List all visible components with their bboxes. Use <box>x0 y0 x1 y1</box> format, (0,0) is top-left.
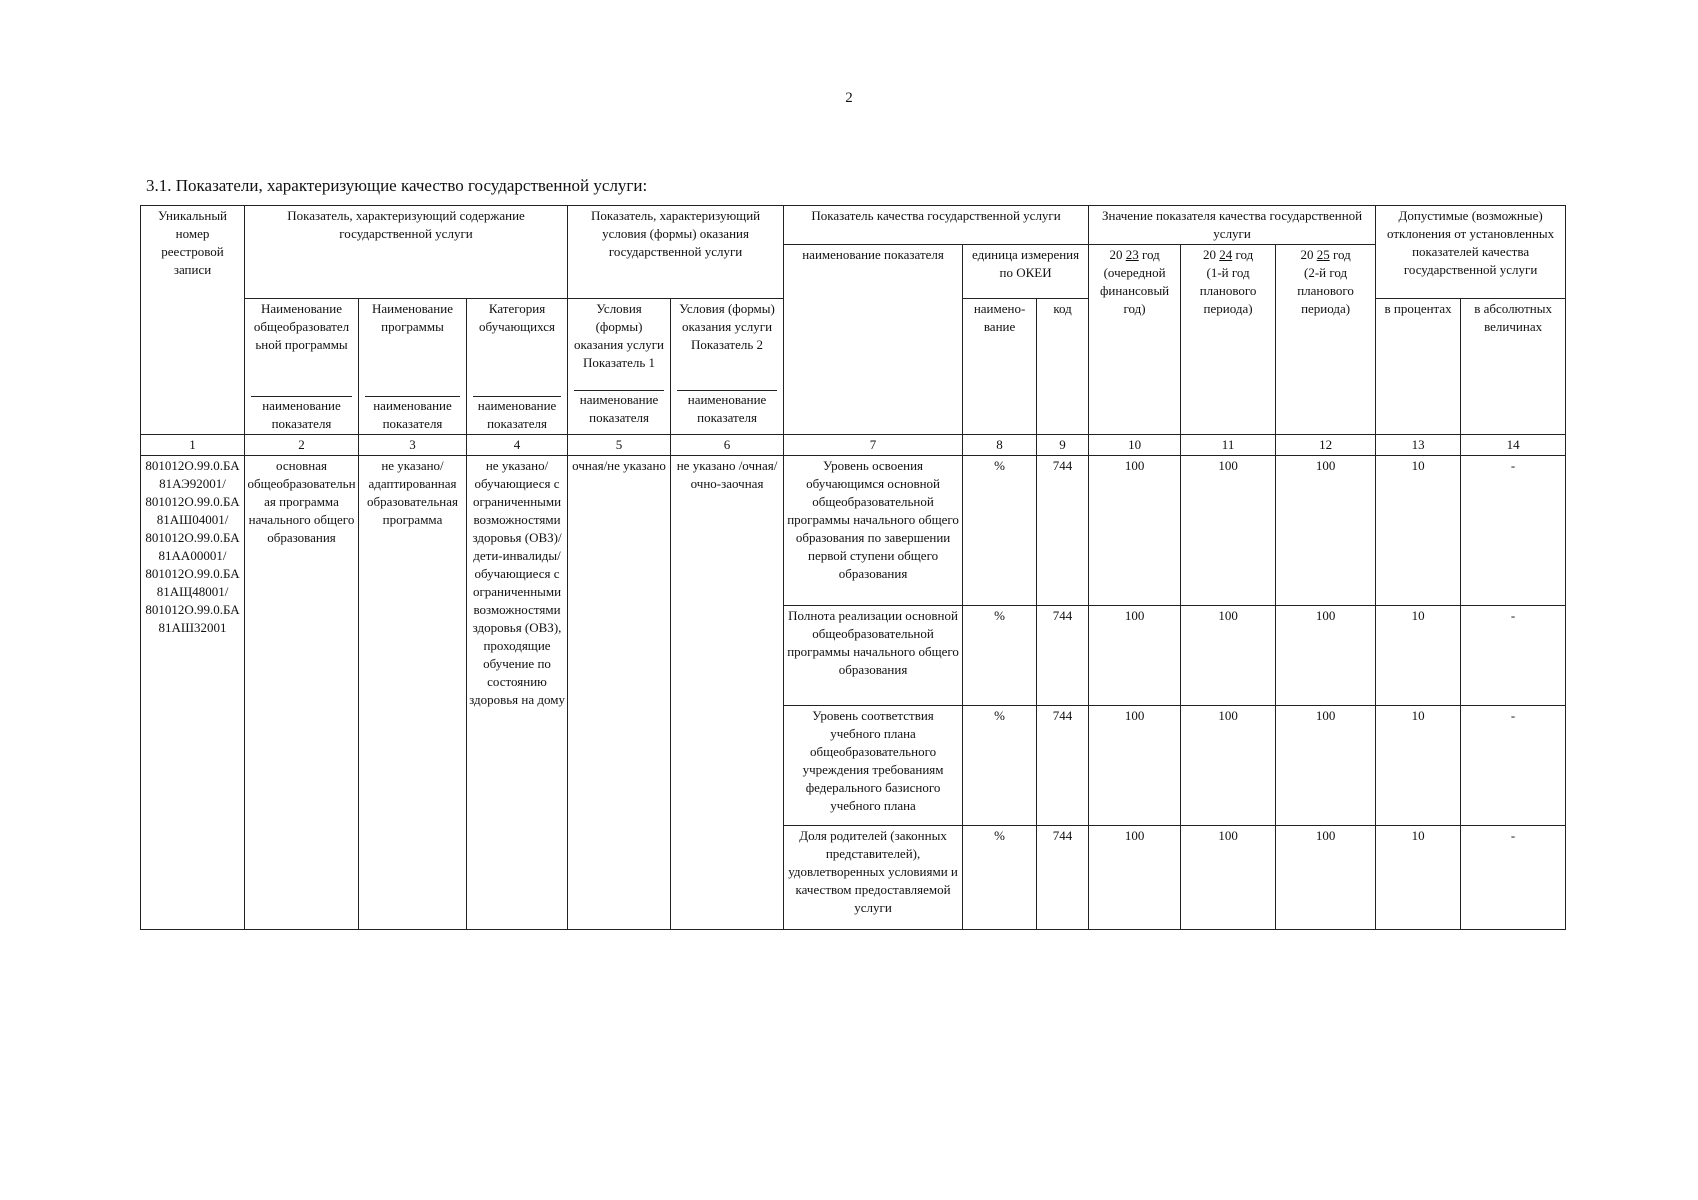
header-values-group: Значение показателя качества государственной услуги <box>1089 206 1376 245</box>
header-row-groups <box>141 206 1566 245</box>
indicator-year-2: 100 <box>1181 456 1276 606</box>
column-number: 9 <box>1037 435 1089 456</box>
indicator-year-2: 100 <box>1181 706 1276 826</box>
indicator-deviation-absolute: - <box>1461 706 1566 826</box>
header-year-3-value: 25 <box>1316 247 1330 262</box>
indicator-deviation-percent: 10 <box>1376 606 1461 706</box>
header-absolute: в абсолютных величинах <box>1461 299 1566 435</box>
column-number: 4 <box>467 435 568 456</box>
indicator-year-3: 100 <box>1276 606 1376 706</box>
header-quality-indicator-name: наименование показателя <box>784 245 963 435</box>
column-number: 12 <box>1276 435 1376 456</box>
header-category-indicator: наименование показателя <box>477 398 557 431</box>
indicator-code: 744 <box>1037 456 1089 606</box>
header-deviation-group: Допустимые (возможные) отклонения от установленных показателей качества государственной услуги <box>1376 206 1566 299</box>
header-condition-2: Условия (формы) оказания услуги Показатель 2 наименование показателя <box>671 299 784 435</box>
header-condition-1: Условия (формы) оказания услуги Показатель 1 наименование показателя <box>568 299 671 435</box>
header-quality-group: Показатель качества государственной услуги <box>784 206 1089 245</box>
column-number: 6 <box>671 435 784 456</box>
indicator-year-1: 100 <box>1089 606 1181 706</box>
indicator-name: Полнота реализации основной общеобразовательной программы начального общего образования <box>784 606 963 706</box>
column-number: 3 <box>359 435 467 456</box>
header-condition-1-indicator: наименование показателя <box>579 392 659 425</box>
service-category: не указано/ обучающиеся с ограниченными возможностями здоровья (ОВЗ)/дети-инвалиды/обучающиеся с ограниченными возможностями здоровья (ОВЗ), проходящие обучение по состоянию здоровья на дому <box>467 456 568 930</box>
indicator-year-3: 100 <box>1276 706 1376 826</box>
column-number: 7 <box>784 435 963 456</box>
header-category: Категория обучающихся наименование показателя <box>467 299 568 435</box>
indicator-code: 744 <box>1037 826 1089 930</box>
indicator-year-3: 100 <box>1276 456 1376 606</box>
indicator-deviation-absolute: - <box>1461 456 1566 606</box>
header-program: Наименование программы наименование показателя <box>359 299 467 435</box>
registry-record-codes: 801012О.99.0.БА81АЭ92001/ 801012О.99.0.БА81АШ04001/ 801012О.99.0.БА81АА00001/ 801012О.99.0.БА81АЩ48001/ 801012О.99.0.БА81АШ32001 <box>141 456 245 930</box>
indicator-unit: % <box>963 826 1037 930</box>
header-year-1: 20 23 год (очередной финансовый год) <box>1089 245 1181 435</box>
header-percent: в процентах <box>1376 299 1461 435</box>
indicator-unit: % <box>963 706 1037 826</box>
indicator-year-2: 100 <box>1181 606 1276 706</box>
column-number: 13 <box>1376 435 1461 456</box>
header-year-2: 20 24 год (1-й год планового периода) <box>1181 245 1276 435</box>
page-number: 2 <box>845 90 853 106</box>
header-year-2-value: 24 <box>1219 247 1233 262</box>
service-condition-2: не указано /очная/ очно-заочная <box>671 456 784 930</box>
indicator-unit: % <box>963 456 1037 606</box>
indicator-year-2: 100 <box>1181 826 1276 930</box>
indicator-deviation-percent: 10 <box>1376 456 1461 606</box>
indicator-deviation-absolute: - <box>1461 606 1566 706</box>
header-year-3: 20 25 год (2-й год планового периода) <box>1276 245 1376 435</box>
section-title: 3.1. Показатели, характеризующие качество государственной услуги: <box>146 176 648 195</box>
column-number: 11 <box>1181 435 1276 456</box>
header-unit-code: код <box>1037 299 1089 435</box>
indicator-deviation-percent: 10 <box>1376 826 1461 930</box>
column-numbers-row <box>141 435 1566 456</box>
column-number: 5 <box>568 435 671 456</box>
indicator-code: 744 <box>1037 706 1089 826</box>
indicator-year-3: 100 <box>1276 826 1376 930</box>
quality-indicators-table <box>140 205 1566 930</box>
indicator-name: Доля родителей (законных представителей), удовлетворенных условиями и качеством предоставляемой услуги <box>784 826 963 930</box>
indicator-name: Уровень освоения обучающимся основной общеобразовательной программы начального общего образования по завершении первой ступени общего образования <box>784 456 963 606</box>
header-unit: единица измерения по ОКЕИ <box>963 245 1089 299</box>
service-condition-1: очная/не указано <box>568 456 671 930</box>
header-unique-number-cont <box>141 299 245 435</box>
indicator-deviation-absolute: - <box>1461 826 1566 930</box>
column-number: 14 <box>1461 435 1566 456</box>
service-program: не указано/ адаптированная образовательная программа <box>359 456 467 930</box>
indicator-code: 744 <box>1037 606 1089 706</box>
header-program-name-indicator: наименование показателя <box>262 398 341 431</box>
header-program-indicator: наименование показателя <box>373 398 452 431</box>
column-number: 1 <box>141 435 245 456</box>
column-number: 10 <box>1089 435 1181 456</box>
indicator-year-1: 100 <box>1089 706 1181 826</box>
indicator-year-1: 100 <box>1089 456 1181 606</box>
header-unique-number: Уникальный номер реестровой записи <box>141 206 245 299</box>
indicator-year-1: 100 <box>1089 826 1181 930</box>
column-number: 8 <box>963 435 1037 456</box>
header-content-group: Показатель, характеризующий содержание государственной услуги <box>245 206 568 299</box>
header-program-name: Наименование общеобразовательной программы наименование показателя <box>245 299 359 435</box>
indicator-name: Уровень соответствия учебного плана общеобразовательного учреждения требованиям федерального базисного учебного плана <box>784 706 963 826</box>
indicator-unit: % <box>963 606 1037 706</box>
service-program-name: основная общеобразовательная программа начального общего образования <box>245 456 359 930</box>
header-condition-2-indicator: наименование показателя <box>687 392 767 425</box>
indicator-deviation-percent: 10 <box>1376 706 1461 826</box>
header-year-1-value: 23 <box>1125 247 1139 262</box>
table-row <box>141 456 1566 606</box>
header-conditions-group: Показатель, характеризующий условия (формы) оказания государственной услуги <box>568 206 784 299</box>
header-unit-name: наимено-вание <box>963 299 1037 435</box>
column-number: 2 <box>245 435 359 456</box>
